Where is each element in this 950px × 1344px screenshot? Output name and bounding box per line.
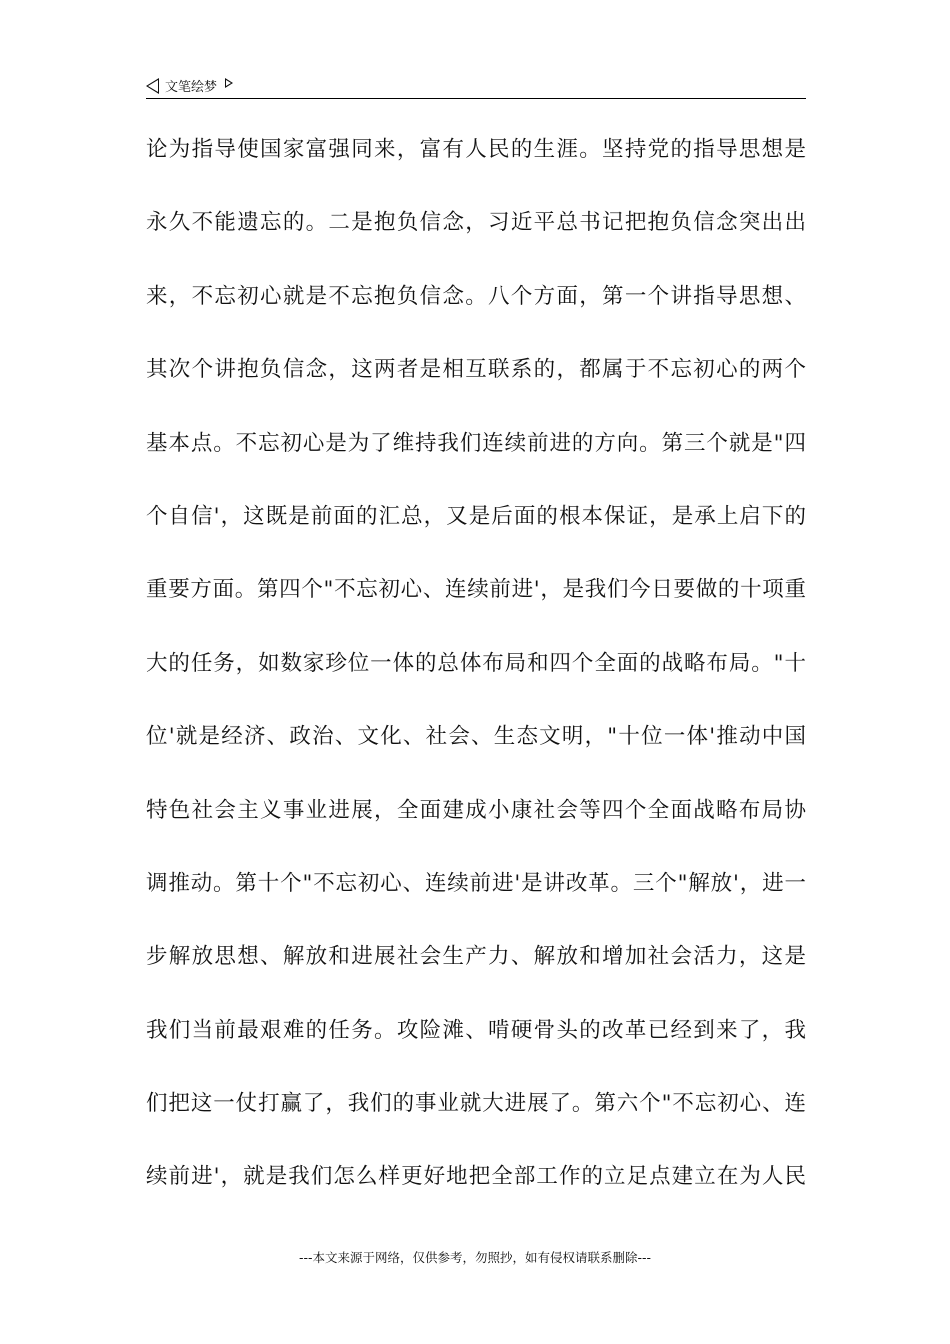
body-line: 来，不忘初心就是不忘抱负信念。八个方面，第一个讲指导思想、	[146, 283, 806, 309]
page-header	[146, 74, 806, 99]
body-line: 重要方面。第四个"不忘初心、连续前进'，是我们今日要做的十项重	[146, 577, 806, 603]
body-line: 大的任务，如数家珍位一体的总体布局和四个全面的战略布局。"十	[146, 650, 806, 676]
body-line: 位'就是经济、政治、文化、社会、生态文明，"十位一体'推动中国	[146, 724, 806, 750]
body-line: 续前进'，就是我们怎么样更好地把全部工作的立足点建立在为人民	[146, 1164, 806, 1190]
header-title: 文笔绘梦	[165, 80, 218, 95]
body-line: 论为指导使国家富强同来，富有人民的生涯。坚持党的指导思想是	[146, 137, 806, 162]
triangle-right-icon	[225, 78, 233, 88]
body-line: 步解放思想、解放和进展社会生产力、解放和增加社会活力，这是	[146, 944, 806, 970]
page-footer-disclaimer: ---本文来源于网络，仅供参考，勿照抄，如有侵权请联系删除---	[298, 1250, 652, 1265]
body-line: 个自信'，这既是前面的汇总，又是后面的根本保证，是承上启下的	[146, 503, 806, 529]
body-line: 基本点。不忘初心是为了维持我们连续前进的方向。第三个就是"四	[146, 430, 806, 456]
body-line: 调推动。第十个"不忘初心、连续前进'是讲改革。三个"解放'，进一	[146, 870, 806, 896]
body-line: 其次个讲抱负信念，这两者是相互联系的，都属于不忘初心的两个	[146, 357, 806, 383]
body-line: 永久不能遗忘的。二是抱负信念，习近平总书记把抱负信念突出出	[146, 210, 806, 236]
body-line: 们把这一仗打赢了，我们的事业就大进展了。第六个"不忘初心、连	[146, 1091, 806, 1117]
body-line: 我们当前最艰难的任务。攻险滩、啃硬骨头的改革已经到来了，我	[146, 1017, 806, 1043]
triangle-left-icon	[146, 78, 159, 94]
document-body	[146, 128, 806, 1229]
header-brand	[146, 76, 233, 95]
body-line: 特色社会主义事业进展，全面建成小康社会等四个全面战略布局协	[146, 797, 806, 823]
